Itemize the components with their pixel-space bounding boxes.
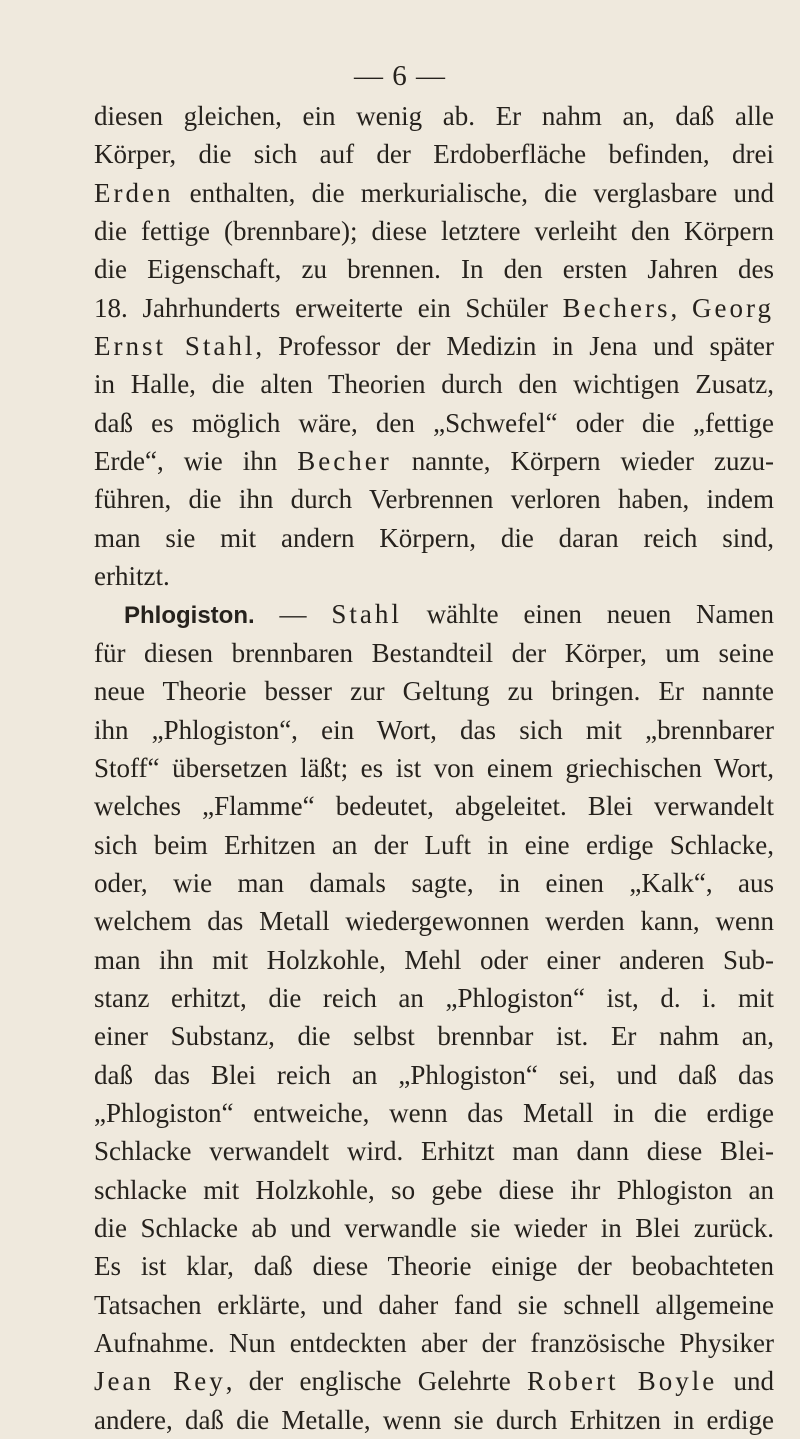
section-heading: Phlogiston.	[124, 602, 255, 630]
page-number: — 6 —	[354, 60, 446, 92]
text-line	[94, 1324, 774, 1362]
text-line	[94, 672, 774, 710]
text-line	[94, 1362, 774, 1400]
text-line	[94, 404, 774, 442]
text-line	[94, 1286, 774, 1324]
text-line	[94, 1132, 774, 1170]
text-line	[94, 1017, 774, 1055]
text-line	[94, 941, 774, 979]
text-line	[94, 1094, 774, 1132]
text-run: man sie mit andern Körpern, die daran reich sind,	[94, 522, 774, 553]
emphasized-name: Erden	[94, 177, 174, 208]
emphasized-name: Georg	[692, 292, 774, 323]
text-line	[94, 365, 774, 403]
text-run: Aufnahme. Nun entdeckten aber der französische Physiker	[94, 1328, 774, 1358]
text-run: nannte, Körpern wieder zuzu-	[391, 446, 774, 477]
text-run: ihn „Phlogiston“, ein Wort, das sich mit „brennbarer	[94, 714, 774, 745]
text-run: in Halle, die alten Theorien durch den wichtigen Zusatz,	[94, 369, 774, 400]
text-line	[94, 212, 774, 250]
text-run: die Eigenschaft, zu brennen. In den ersten Jahren des	[94, 254, 774, 285]
text-line	[94, 1247, 774, 1285]
text-line	[94, 979, 774, 1017]
emphasized-name: Ernst Stahl	[94, 331, 256, 362]
text-line	[94, 480, 774, 518]
text-line	[94, 1401, 774, 1439]
text-run: stanz erhitzt, die reich an „Phlogiston“ ist, d. i. mit	[94, 982, 774, 1013]
text-line	[94, 1209, 774, 1247]
text-run: Es ist klar, daß diese Theorie einige der beobachteten	[94, 1251, 774, 1282]
text-run: andere, daß die Metalle, wenn sie durch Erhitzen in erdige	[94, 1404, 774, 1435]
text-line	[94, 711, 774, 749]
text-run: diesen gleichen, ein wenig ab. Er nahm an, daß alle	[94, 101, 774, 131]
text-line	[94, 595, 774, 633]
text-line	[94, 864, 774, 902]
text-run: führen, die ihn durch Verbrennen verloren haben, indem	[94, 484, 774, 515]
text-run: und	[717, 1366, 775, 1397]
emphasized-name: Jean Rey	[94, 1366, 226, 1397]
text-run: erhitzt.	[94, 561, 170, 592]
text-run: daß das Blei reich an „Phlogiston“ sei, und daß das	[94, 1059, 774, 1090]
text-run: Tatsachen erklärte, und daher fand sie schnell allgemeine	[94, 1289, 774, 1320]
text-run: sich beim Erhitzen an der Luft in eine erdige Schlacke,	[94, 829, 774, 860]
text-line	[94, 327, 774, 365]
text-run: daß es möglich wäre, den „Schwefel“ oder die „fettige	[94, 407, 774, 438]
text-run: —	[254, 599, 332, 630]
emphasized-name: Becher	[297, 446, 392, 477]
text-run: welches „Flamme“ bedeutet, abgeleitet. Blei verwandelt	[94, 791, 774, 822]
text-line	[94, 135, 774, 173]
text-run: einer Substanz, die selbst brennbar ist. Er nahm an,	[94, 1021, 774, 1052]
text-run: , der englische Gelehrte	[225, 1366, 527, 1397]
text-run: Stoff“ übersetzen läßt; es ist von einem griechischen Wort,	[94, 752, 774, 783]
text-line	[94, 174, 774, 212]
text-run: Erde“, wie ihn	[94, 446, 298, 477]
text-line	[94, 634, 774, 672]
text-run: enthalten, die merkurialische, die verglasbare und	[173, 177, 774, 208]
text-run: Körper, die sich auf der Erdoberfläche befinden, drei	[94, 139, 774, 170]
text-line	[94, 749, 774, 787]
text-run: 18. Jahrhunderts erweiterte ein Schüler	[94, 292, 563, 323]
text-run: oder, wie man damals sagte, in einen „Kalk“, aus	[94, 867, 774, 898]
text-line	[94, 1171, 774, 1209]
text-run: welchem das Metall wiedergewonnen werden kann, wenn	[94, 906, 774, 937]
text-run: neue Theorie besser zur Geltung zu bringen. Er nannte	[94, 676, 774, 707]
text-run: „Phlogiston“ entweiche, wenn das Metall in die erdige	[94, 1097, 774, 1128]
text-run: schlacke mit Holzkohle, so gebe diese ihr Phlogiston an	[94, 1174, 774, 1205]
emphasized-name: Stahl	[331, 599, 402, 630]
emphasized-name: Robert Boyle	[526, 1366, 718, 1397]
emphasized-name: Bechers	[562, 292, 671, 323]
text-line	[94, 787, 774, 825]
text-run: wählte einen neuen Namen	[401, 599, 775, 630]
text-line	[94, 442, 774, 480]
text-line	[94, 519, 774, 557]
text-run: für diesen brennbaren Bestandteil der Körper, um seine	[94, 637, 774, 668]
text-run: man ihn mit Holzkohle, Mehl oder einer anderen Sub-	[94, 944, 774, 975]
body-text	[94, 97, 774, 1439]
text-run: die fettige (brennbare); diese letztere verleiht den Körpern	[94, 216, 774, 247]
text-run: ,	[670, 292, 692, 323]
text-run: , Professor der Medizin in Jena und später	[255, 331, 774, 362]
text-line	[94, 289, 774, 327]
text-line	[94, 557, 774, 595]
text-line	[94, 826, 774, 864]
text-line	[94, 97, 774, 135]
text-line	[94, 1056, 774, 1094]
text-run: die Schlacke ab und verwandle sie wieder in Blei zurück.	[94, 1212, 774, 1243]
text-run: Schlacke verwandelt wird. Erhitzt man dann diese Blei-	[94, 1136, 774, 1167]
text-line	[94, 250, 774, 288]
text-line	[94, 902, 774, 940]
